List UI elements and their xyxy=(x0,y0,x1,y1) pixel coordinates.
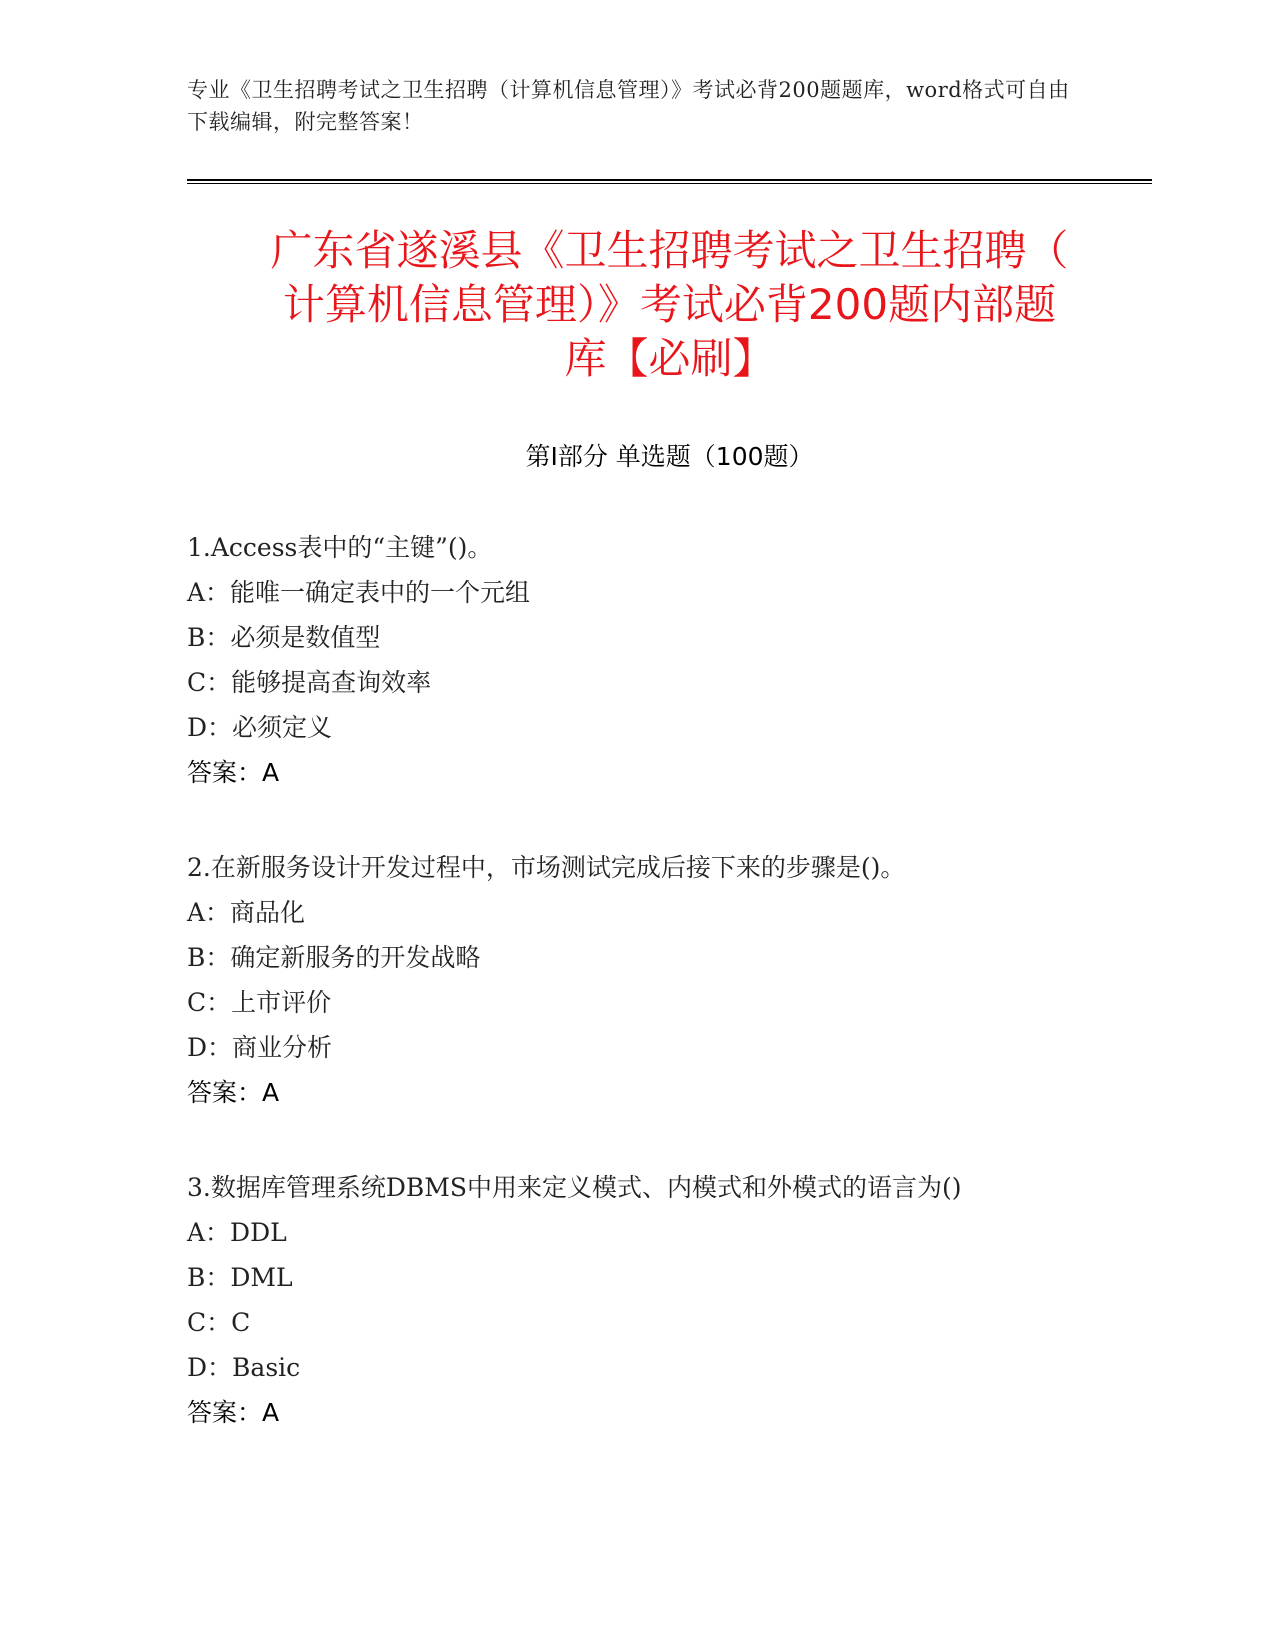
option-a: A：商品化 xyxy=(187,898,306,927)
title-line-2: 计算机信息管理）》考试必背200题内部题 xyxy=(282,280,1057,329)
section-heading: 第Ⅰ部分 单选题（100题） xyxy=(525,442,814,471)
option-b: B：确定新服务的开发战略 xyxy=(187,943,481,972)
option-b: B：必须是数值型 xyxy=(187,623,381,652)
option-c: C：C xyxy=(187,1308,251,1337)
answer: 答案：A xyxy=(187,758,280,787)
question-2 xyxy=(187,845,1152,1115)
option-a: A：DDL xyxy=(187,1218,287,1247)
question-3 xyxy=(187,1165,1152,1435)
title-line-3: 库【必刷】 xyxy=(564,334,775,383)
header-divider xyxy=(187,179,1152,181)
option-c: C：能够提高查询效率 xyxy=(187,668,432,697)
document-intro: 专业《卫生招聘考试之卫生招聘（计算机信息管理）》考试必背200题题库，word格式可自由下载编辑，附完整答案！ xyxy=(187,78,1070,134)
question-1 xyxy=(187,525,1152,795)
option-b: B：DML xyxy=(187,1263,293,1292)
question-stem: 2.在新服务设计开发过程中，市场测试完成后接下来的步骤是()。 xyxy=(187,853,906,882)
option-d: D：Basic xyxy=(187,1353,301,1382)
title-line-1: 广东省遂溪县《卫生招聘考试之卫生招聘（ xyxy=(270,226,1069,275)
option-d: D：必须定义 xyxy=(187,713,333,742)
option-c: C：上市评价 xyxy=(187,988,332,1017)
option-d: D：商业分析 xyxy=(187,1033,333,1062)
document-title xyxy=(187,224,1152,386)
answer: 答案：A xyxy=(187,1078,280,1107)
question-stem: 3.数据库管理系统DBMS中用来定义模式、内模式和外模式的语言为() xyxy=(187,1173,962,1202)
answer: 答案：A xyxy=(187,1398,280,1427)
question-stem: 1.Access表中的“主键”()。 xyxy=(187,533,493,562)
header-divider-thin xyxy=(187,183,1152,184)
option-a: A：能唯一确定表中的一个元组 xyxy=(187,578,531,607)
